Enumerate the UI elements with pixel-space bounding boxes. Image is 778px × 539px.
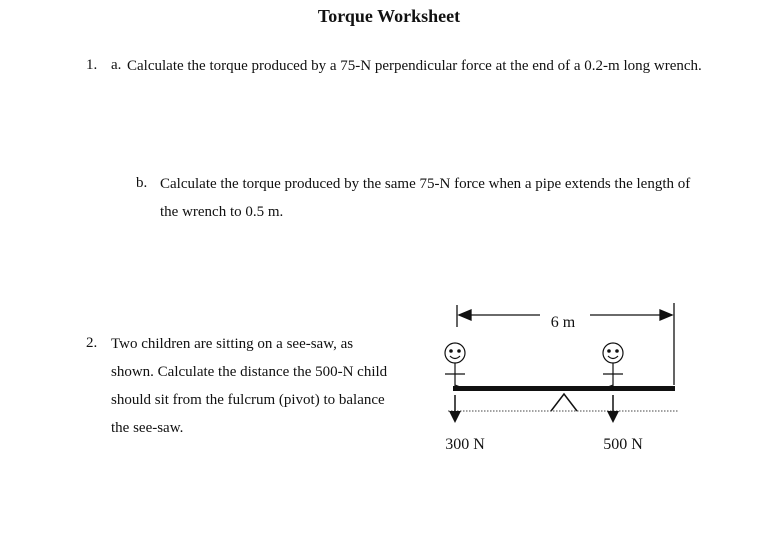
part-label: a. [111,57,122,73]
distance-label: 6 m [550,314,576,331]
right-child-head-icon [603,343,623,363]
fulcrum-icon [551,394,577,411]
left-child-head-icon [445,343,465,363]
left-force-arrow-icon [449,395,461,423]
right-force-label: 500 N [603,436,643,453]
question-2-text: Two children are sitting on a see-saw, as shown. Calculate the distance the 500-N child should sit from the fulcrum (pivot) to balance the see-saw. [111,336,388,436]
question-number: 1. [86,57,98,73]
see-saw-plank [453,386,675,391]
part-label: b. [136,175,148,191]
left-force-label: 300 N [445,436,485,453]
question-1a-text [111,52,711,80]
left-child-figure [445,343,468,390]
see-saw-diagram [420,295,690,465]
arrow-right-icon [660,310,672,320]
question-number: 2. [86,335,98,351]
right-child-figure [600,343,623,390]
arrow-left-icon [459,310,471,320]
question-1b-text: Calculate the torque produced by the same 75-N force when a pipe extends the length of the wrench to 0.5 m. [160,176,691,220]
worksheet-title: Torque Worksheet [317,6,461,26]
question-1a-body: Calculate the torque produced by a 75-N perpendicular force at the end of a 0.2-m long wrench. [127,58,702,74]
right-force-arrow-icon [607,395,619,423]
